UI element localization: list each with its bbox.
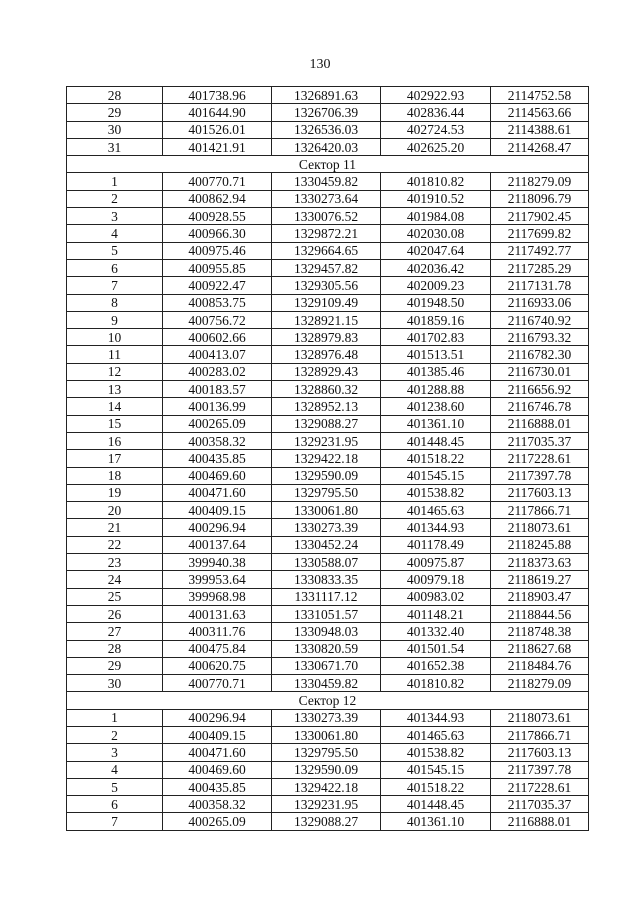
point-number-cell: 30 bbox=[67, 121, 163, 138]
sector-title: Сектор 11 bbox=[67, 156, 589, 173]
table-row bbox=[67, 484, 589, 501]
y2-coordinate-cell: 2118748.38 bbox=[491, 623, 589, 640]
x2-coordinate-cell: 402724.53 bbox=[381, 121, 491, 138]
table-row bbox=[67, 259, 589, 276]
point-number-cell: 22 bbox=[67, 536, 163, 553]
y2-coordinate-cell: 2116730.01 bbox=[491, 363, 589, 380]
x2-coordinate-cell: 401238.60 bbox=[381, 398, 491, 415]
y-coordinate-cell: 1330061.80 bbox=[272, 726, 381, 743]
x-coordinate-cell: 400620.75 bbox=[163, 657, 272, 674]
x-coordinate-cell: 400296.94 bbox=[163, 709, 272, 726]
table-row bbox=[67, 173, 589, 190]
table-row bbox=[67, 623, 589, 640]
x-coordinate-cell: 400283.02 bbox=[163, 363, 272, 380]
x-coordinate-cell: 400469.60 bbox=[163, 467, 272, 484]
point-number-cell: 8 bbox=[67, 294, 163, 311]
point-number-cell: 14 bbox=[67, 398, 163, 415]
x-coordinate-cell: 400770.71 bbox=[163, 173, 272, 190]
y-coordinate-cell: 1330076.52 bbox=[272, 208, 381, 225]
table-row bbox=[67, 121, 589, 138]
y2-coordinate-cell: 2118073.61 bbox=[491, 519, 589, 536]
table-row bbox=[67, 104, 589, 121]
y-coordinate-cell: 1330671.70 bbox=[272, 657, 381, 674]
x2-coordinate-cell: 401984.08 bbox=[381, 208, 491, 225]
point-number-cell: 5 bbox=[67, 242, 163, 259]
point-number-cell: 23 bbox=[67, 554, 163, 571]
y-coordinate-cell: 1329088.27 bbox=[272, 415, 381, 432]
y-coordinate-cell: 1329231.95 bbox=[272, 796, 381, 813]
table-row bbox=[67, 415, 589, 432]
point-number-cell: 4 bbox=[67, 225, 163, 242]
point-number-cell: 31 bbox=[67, 138, 163, 155]
x2-coordinate-cell: 401702.83 bbox=[381, 329, 491, 346]
table-row bbox=[67, 363, 589, 380]
table-row bbox=[67, 605, 589, 622]
x-coordinate-cell: 400296.94 bbox=[163, 519, 272, 536]
point-number-cell: 20 bbox=[67, 502, 163, 519]
point-number-cell: 13 bbox=[67, 381, 163, 398]
y2-coordinate-cell: 2117397.78 bbox=[491, 467, 589, 484]
point-number-cell: 21 bbox=[67, 519, 163, 536]
y-coordinate-cell: 1329109.49 bbox=[272, 294, 381, 311]
x2-coordinate-cell: 400979.18 bbox=[381, 571, 491, 588]
y-coordinate-cell: 1330273.39 bbox=[272, 709, 381, 726]
y-coordinate-cell: 1326420.03 bbox=[272, 138, 381, 155]
y2-coordinate-cell: 2117228.61 bbox=[491, 450, 589, 467]
x2-coordinate-cell: 402036.42 bbox=[381, 259, 491, 276]
y-coordinate-cell: 1331051.57 bbox=[272, 605, 381, 622]
y2-coordinate-cell: 2117603.13 bbox=[491, 484, 589, 501]
y-coordinate-cell: 1329231.95 bbox=[272, 432, 381, 449]
y2-coordinate-cell: 2118279.09 bbox=[491, 173, 589, 190]
table-row bbox=[67, 138, 589, 155]
y-coordinate-cell: 1326891.63 bbox=[272, 87, 381, 104]
y-coordinate-cell: 1329457.82 bbox=[272, 259, 381, 276]
x2-coordinate-cell: 401501.54 bbox=[381, 640, 491, 657]
x2-coordinate-cell: 401518.22 bbox=[381, 778, 491, 795]
x2-coordinate-cell: 400983.02 bbox=[381, 588, 491, 605]
x-coordinate-cell: 400922.47 bbox=[163, 277, 272, 294]
x2-coordinate-cell: 401465.63 bbox=[381, 726, 491, 743]
y-coordinate-cell: 1330459.82 bbox=[272, 675, 381, 692]
x-coordinate-cell: 400435.85 bbox=[163, 778, 272, 795]
y2-coordinate-cell: 2118903.47 bbox=[491, 588, 589, 605]
point-number-cell: 27 bbox=[67, 623, 163, 640]
x2-coordinate-cell: 401178.49 bbox=[381, 536, 491, 553]
y-coordinate-cell: 1328952.13 bbox=[272, 398, 381, 415]
x2-coordinate-cell: 401810.82 bbox=[381, 675, 491, 692]
y-coordinate-cell: 1329872.21 bbox=[272, 225, 381, 242]
table-row bbox=[67, 346, 589, 363]
x-coordinate-cell: 399940.38 bbox=[163, 554, 272, 571]
y-coordinate-cell: 1329664.65 bbox=[272, 242, 381, 259]
x-coordinate-cell: 400358.32 bbox=[163, 432, 272, 449]
x-coordinate-cell: 400265.09 bbox=[163, 415, 272, 432]
y2-coordinate-cell: 2114752.58 bbox=[491, 87, 589, 104]
table-row bbox=[67, 571, 589, 588]
table-row bbox=[67, 398, 589, 415]
y2-coordinate-cell: 2118484.76 bbox=[491, 657, 589, 674]
x2-coordinate-cell: 401361.10 bbox=[381, 813, 491, 830]
y2-coordinate-cell: 2116793.32 bbox=[491, 329, 589, 346]
x-coordinate-cell: 400756.72 bbox=[163, 311, 272, 328]
y2-coordinate-cell: 2116933.06 bbox=[491, 294, 589, 311]
x2-coordinate-cell: 400975.87 bbox=[381, 554, 491, 571]
point-number-cell: 2 bbox=[67, 726, 163, 743]
point-number-cell: 25 bbox=[67, 588, 163, 605]
x-coordinate-cell: 400409.15 bbox=[163, 726, 272, 743]
x2-coordinate-cell: 402625.20 bbox=[381, 138, 491, 155]
y2-coordinate-cell: 2117902.45 bbox=[491, 208, 589, 225]
table-row bbox=[67, 726, 589, 743]
x2-coordinate-cell: 401361.10 bbox=[381, 415, 491, 432]
y-coordinate-cell: 1328929.43 bbox=[272, 363, 381, 380]
x2-coordinate-cell: 401344.93 bbox=[381, 519, 491, 536]
x2-coordinate-cell: 401332.40 bbox=[381, 623, 491, 640]
point-number-cell: 1 bbox=[67, 709, 163, 726]
x-coordinate-cell: 400469.60 bbox=[163, 761, 272, 778]
y2-coordinate-cell: 2117035.37 bbox=[491, 432, 589, 449]
table-row bbox=[67, 381, 589, 398]
point-number-cell: 2 bbox=[67, 190, 163, 207]
point-number-cell: 6 bbox=[67, 796, 163, 813]
y2-coordinate-cell: 2118844.56 bbox=[491, 605, 589, 622]
x-coordinate-cell: 400955.85 bbox=[163, 259, 272, 276]
y-coordinate-cell: 1330833.35 bbox=[272, 571, 381, 588]
y-coordinate-cell: 1330948.03 bbox=[272, 623, 381, 640]
y-coordinate-cell: 1330459.82 bbox=[272, 173, 381, 190]
x-coordinate-cell: 400862.94 bbox=[163, 190, 272, 207]
y-coordinate-cell: 1330273.39 bbox=[272, 519, 381, 536]
y-coordinate-cell: 1331117.12 bbox=[272, 588, 381, 605]
table-row bbox=[67, 311, 589, 328]
table-row bbox=[67, 536, 589, 553]
table-row bbox=[67, 467, 589, 484]
point-number-cell: 1 bbox=[67, 173, 163, 190]
x-coordinate-cell: 401644.90 bbox=[163, 104, 272, 121]
point-number-cell: 6 bbox=[67, 259, 163, 276]
y2-coordinate-cell: 2116888.01 bbox=[491, 415, 589, 432]
x-coordinate-cell: 400311.76 bbox=[163, 623, 272, 640]
x2-coordinate-cell: 401288.88 bbox=[381, 381, 491, 398]
y-coordinate-cell: 1330061.80 bbox=[272, 502, 381, 519]
coordinates-table bbox=[66, 86, 589, 831]
y-coordinate-cell: 1330452.24 bbox=[272, 536, 381, 553]
point-number-cell: 4 bbox=[67, 761, 163, 778]
x2-coordinate-cell: 401518.22 bbox=[381, 450, 491, 467]
y2-coordinate-cell: 2118627.68 bbox=[491, 640, 589, 657]
table-row bbox=[67, 796, 589, 813]
x-coordinate-cell: 400358.32 bbox=[163, 796, 272, 813]
sector-header-row bbox=[67, 692, 589, 709]
x2-coordinate-cell: 401859.16 bbox=[381, 311, 491, 328]
point-number-cell: 29 bbox=[67, 657, 163, 674]
y-coordinate-cell: 1329795.50 bbox=[272, 484, 381, 501]
y-coordinate-cell: 1329590.09 bbox=[272, 467, 381, 484]
x2-coordinate-cell: 401810.82 bbox=[381, 173, 491, 190]
table-row bbox=[67, 432, 589, 449]
x2-coordinate-cell: 401385.46 bbox=[381, 363, 491, 380]
table-row bbox=[67, 519, 589, 536]
x2-coordinate-cell: 401448.45 bbox=[381, 432, 491, 449]
y2-coordinate-cell: 2117397.78 bbox=[491, 761, 589, 778]
y2-coordinate-cell: 2117603.13 bbox=[491, 744, 589, 761]
point-number-cell: 24 bbox=[67, 571, 163, 588]
y-coordinate-cell: 1329088.27 bbox=[272, 813, 381, 830]
x-coordinate-cell: 400183.57 bbox=[163, 381, 272, 398]
point-number-cell: 10 bbox=[67, 329, 163, 346]
table-row bbox=[67, 225, 589, 242]
coordinates-table-body bbox=[67, 87, 589, 831]
table-row bbox=[67, 450, 589, 467]
x-coordinate-cell: 401421.91 bbox=[163, 138, 272, 155]
y-coordinate-cell: 1330273.64 bbox=[272, 190, 381, 207]
x-coordinate-cell: 400435.85 bbox=[163, 450, 272, 467]
point-number-cell: 19 bbox=[67, 484, 163, 501]
x-coordinate-cell: 400413.07 bbox=[163, 346, 272, 363]
table-row bbox=[67, 208, 589, 225]
table-row bbox=[67, 778, 589, 795]
y2-coordinate-cell: 2116888.01 bbox=[491, 813, 589, 830]
point-number-cell: 5 bbox=[67, 778, 163, 795]
table-row bbox=[67, 640, 589, 657]
point-number-cell: 7 bbox=[67, 813, 163, 830]
x2-coordinate-cell: 402030.08 bbox=[381, 225, 491, 242]
y2-coordinate-cell: 2114268.47 bbox=[491, 138, 589, 155]
page-number: 130 bbox=[309, 57, 331, 72]
y-coordinate-cell: 1328979.83 bbox=[272, 329, 381, 346]
sector-title: Сектор 12 bbox=[67, 692, 589, 709]
table-row bbox=[67, 744, 589, 761]
y2-coordinate-cell: 2118245.88 bbox=[491, 536, 589, 553]
y2-coordinate-cell: 2118073.61 bbox=[491, 709, 589, 726]
y2-coordinate-cell: 2117035.37 bbox=[491, 796, 589, 813]
y2-coordinate-cell: 2117228.61 bbox=[491, 778, 589, 795]
x-coordinate-cell: 400966.30 bbox=[163, 225, 272, 242]
table-row bbox=[67, 675, 589, 692]
x2-coordinate-cell: 401538.82 bbox=[381, 744, 491, 761]
y-coordinate-cell: 1326706.39 bbox=[272, 104, 381, 121]
point-number-cell: 16 bbox=[67, 432, 163, 449]
x-coordinate-cell: 400131.63 bbox=[163, 605, 272, 622]
x2-coordinate-cell: 401344.93 bbox=[381, 709, 491, 726]
point-number-cell: 12 bbox=[67, 363, 163, 380]
y2-coordinate-cell: 2117285.29 bbox=[491, 259, 589, 276]
x2-coordinate-cell: 401448.45 bbox=[381, 796, 491, 813]
table-row bbox=[67, 554, 589, 571]
point-number-cell: 26 bbox=[67, 605, 163, 622]
x2-coordinate-cell: 402047.64 bbox=[381, 242, 491, 259]
point-number-cell: 7 bbox=[67, 277, 163, 294]
table-row bbox=[67, 190, 589, 207]
table-row bbox=[67, 709, 589, 726]
y-coordinate-cell: 1326536.03 bbox=[272, 121, 381, 138]
table-row bbox=[67, 588, 589, 605]
x2-coordinate-cell: 401652.38 bbox=[381, 657, 491, 674]
x2-coordinate-cell: 401545.15 bbox=[381, 467, 491, 484]
y2-coordinate-cell: 2118619.27 bbox=[491, 571, 589, 588]
table-row bbox=[67, 87, 589, 104]
point-number-cell: 15 bbox=[67, 415, 163, 432]
y-coordinate-cell: 1328921.15 bbox=[272, 311, 381, 328]
sector-header-row bbox=[67, 156, 589, 173]
y2-coordinate-cell: 2118096.79 bbox=[491, 190, 589, 207]
y2-coordinate-cell: 2114388.61 bbox=[491, 121, 589, 138]
x-coordinate-cell: 399968.98 bbox=[163, 588, 272, 605]
point-number-cell: 11 bbox=[67, 346, 163, 363]
y2-coordinate-cell: 2116740.92 bbox=[491, 311, 589, 328]
x-coordinate-cell: 400975.46 bbox=[163, 242, 272, 259]
y-coordinate-cell: 1330820.59 bbox=[272, 640, 381, 657]
point-number-cell: 30 bbox=[67, 675, 163, 692]
point-number-cell: 9 bbox=[67, 311, 163, 328]
y2-coordinate-cell: 2114563.66 bbox=[491, 104, 589, 121]
y2-coordinate-cell: 2117131.78 bbox=[491, 277, 589, 294]
point-number-cell: 3 bbox=[67, 744, 163, 761]
table-row bbox=[67, 242, 589, 259]
x2-coordinate-cell: 402922.93 bbox=[381, 87, 491, 104]
x2-coordinate-cell: 401465.63 bbox=[381, 502, 491, 519]
point-number-cell: 3 bbox=[67, 208, 163, 225]
point-number-cell: 29 bbox=[67, 104, 163, 121]
table-row bbox=[67, 277, 589, 294]
table-row bbox=[67, 813, 589, 830]
table-row bbox=[67, 294, 589, 311]
x-coordinate-cell: 400853.75 bbox=[163, 294, 272, 311]
table-row bbox=[67, 502, 589, 519]
table-row bbox=[67, 657, 589, 674]
x-coordinate-cell: 400136.99 bbox=[163, 398, 272, 415]
x2-coordinate-cell: 401545.15 bbox=[381, 761, 491, 778]
x2-coordinate-cell: 402009.23 bbox=[381, 277, 491, 294]
y-coordinate-cell: 1328976.48 bbox=[272, 346, 381, 363]
y-coordinate-cell: 1329422.18 bbox=[272, 450, 381, 467]
y2-coordinate-cell: 2118279.09 bbox=[491, 675, 589, 692]
table-row bbox=[67, 329, 589, 346]
y2-coordinate-cell: 2117699.82 bbox=[491, 225, 589, 242]
x2-coordinate-cell: 402836.44 bbox=[381, 104, 491, 121]
y-coordinate-cell: 1329795.50 bbox=[272, 744, 381, 761]
y2-coordinate-cell: 2116746.78 bbox=[491, 398, 589, 415]
x-coordinate-cell: 400471.60 bbox=[163, 744, 272, 761]
y2-coordinate-cell: 2118373.63 bbox=[491, 554, 589, 571]
x2-coordinate-cell: 401538.82 bbox=[381, 484, 491, 501]
x-coordinate-cell: 401738.96 bbox=[163, 87, 272, 104]
y-coordinate-cell: 1329590.09 bbox=[272, 761, 381, 778]
x-coordinate-cell: 400137.64 bbox=[163, 536, 272, 553]
y-coordinate-cell: 1330588.07 bbox=[272, 554, 381, 571]
x-coordinate-cell: 400265.09 bbox=[163, 813, 272, 830]
x-coordinate-cell: 400602.66 bbox=[163, 329, 272, 346]
x-coordinate-cell: 400475.84 bbox=[163, 640, 272, 657]
x2-coordinate-cell: 401910.52 bbox=[381, 190, 491, 207]
x-coordinate-cell: 400409.15 bbox=[163, 502, 272, 519]
y2-coordinate-cell: 2117492.77 bbox=[491, 242, 589, 259]
x-coordinate-cell: 401526.01 bbox=[163, 121, 272, 138]
x-coordinate-cell: 399953.64 bbox=[163, 571, 272, 588]
point-number-cell: 28 bbox=[67, 640, 163, 657]
x-coordinate-cell: 400770.71 bbox=[163, 675, 272, 692]
table-row bbox=[67, 761, 589, 778]
y-coordinate-cell: 1328860.32 bbox=[272, 381, 381, 398]
point-number-cell: 17 bbox=[67, 450, 163, 467]
y-coordinate-cell: 1329422.18 bbox=[272, 778, 381, 795]
y2-coordinate-cell: 2116782.30 bbox=[491, 346, 589, 363]
x2-coordinate-cell: 401148.21 bbox=[381, 605, 491, 622]
point-number-cell: 28 bbox=[67, 87, 163, 104]
x2-coordinate-cell: 401948.50 bbox=[381, 294, 491, 311]
y2-coordinate-cell: 2117866.71 bbox=[491, 502, 589, 519]
y-coordinate-cell: 1329305.56 bbox=[272, 277, 381, 294]
x-coordinate-cell: 400471.60 bbox=[163, 484, 272, 501]
x2-coordinate-cell: 401513.51 bbox=[381, 346, 491, 363]
y2-coordinate-cell: 2116656.92 bbox=[491, 381, 589, 398]
x-coordinate-cell: 400928.55 bbox=[163, 208, 272, 225]
point-number-cell: 18 bbox=[67, 467, 163, 484]
y2-coordinate-cell: 2117866.71 bbox=[491, 726, 589, 743]
